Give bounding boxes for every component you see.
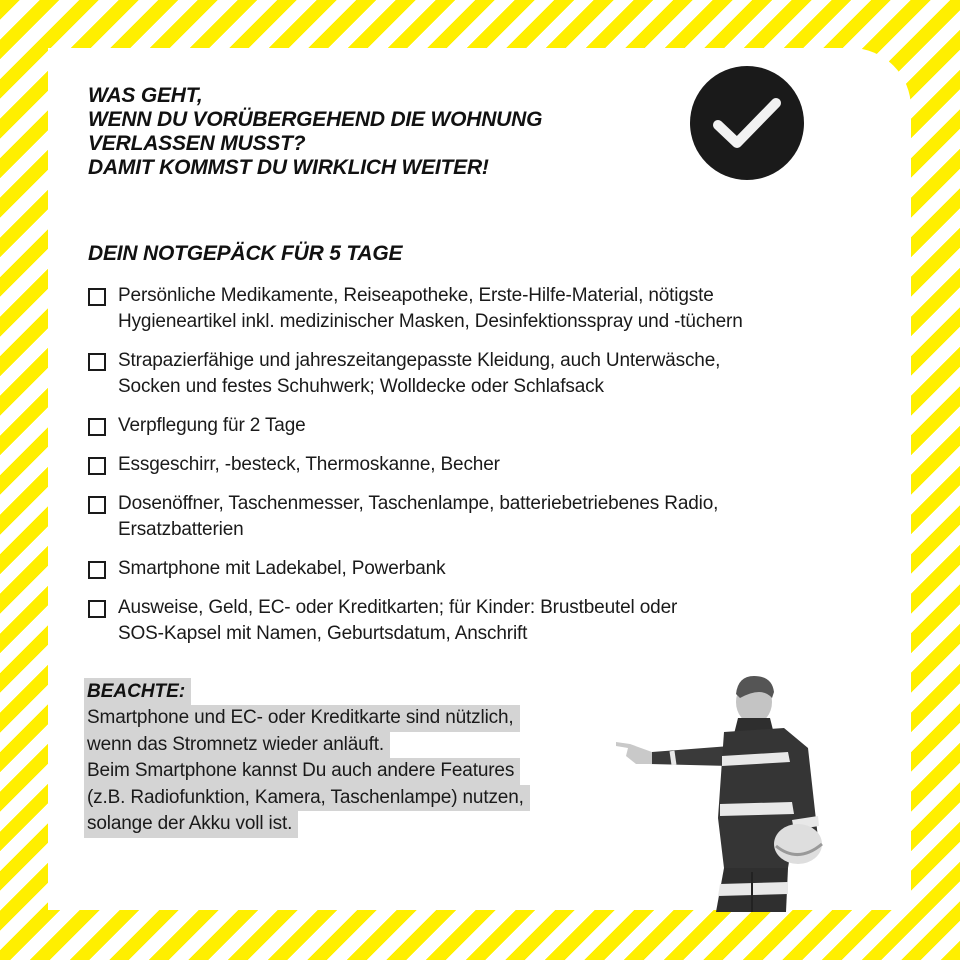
headline-line: VERLASSEN MUSST? bbox=[88, 132, 306, 155]
note-line: wenn das Stromnetz wieder anläuft. bbox=[84, 732, 390, 759]
item-text-line: Ausweise, Geld, EC- oder Kreditkarten; für Kinder: Brustbeutel oder bbox=[118, 597, 678, 618]
item-text-line: Strapazierfähige und jahreszeitangepasste Kleidung, auch Unterwäsche, bbox=[118, 350, 721, 371]
note-line: solange der Akku voll ist. bbox=[84, 811, 298, 838]
note-line: (z.B. Radiofunktion, Kamera, Taschenlampe) nutzen, bbox=[84, 785, 530, 812]
item-text-line: SOS-Kapsel mit Namen, Geburtsdatum, Anschrift bbox=[118, 623, 528, 644]
note-title: BEACHTE: bbox=[84, 678, 191, 705]
checklist-item bbox=[88, 348, 858, 400]
checklist-title: DEIN NOTGEPÄCK FÜR 5 TAGE bbox=[88, 242, 403, 265]
item-text-line: Ersatzbatterien bbox=[118, 519, 244, 540]
item-text-line: Persönliche Medikamente, Reiseapotheke, Erste-Hilfe-Material, nötigste bbox=[118, 285, 714, 306]
checklist-item bbox=[88, 413, 858, 439]
checkbox[interactable] bbox=[88, 418, 106, 436]
checklist-item bbox=[88, 556, 858, 582]
checklist-item bbox=[88, 595, 858, 647]
headline bbox=[88, 84, 542, 180]
checkmark-badge bbox=[690, 66, 804, 180]
headline-line: DAMIT KOMMST DU WIRKLICH WEITER! bbox=[88, 156, 489, 179]
checkbox[interactable] bbox=[88, 496, 106, 514]
checkbox[interactable] bbox=[88, 600, 106, 618]
checklist-item bbox=[88, 283, 858, 335]
checklist-item bbox=[88, 491, 858, 543]
headline-line: WENN DU VORÜBERGEHEND DIE WOHNUNG bbox=[88, 108, 543, 131]
checkbox[interactable] bbox=[88, 353, 106, 371]
note-line: Beim Smartphone kannst Du auch andere Features bbox=[84, 758, 520, 785]
note-box bbox=[84, 678, 604, 838]
checkbox[interactable] bbox=[88, 288, 106, 306]
item-text-line: Verpflegung für 2 Tage bbox=[118, 415, 306, 436]
item-text-line: Essgeschirr, -besteck, Thermoskanne, Becher bbox=[118, 454, 500, 475]
checkbox[interactable] bbox=[88, 561, 106, 579]
checkbox[interactable] bbox=[88, 457, 106, 475]
item-text-line: Smartphone mit Ladekabel, Powerbank bbox=[118, 558, 446, 579]
note-line: Smartphone und EC- oder Kreditkarte sind nützlich, bbox=[84, 705, 520, 732]
headline-line: WAS GEHT, bbox=[88, 84, 203, 107]
checklist-item bbox=[88, 452, 858, 478]
item-text-line: Socken und festes Schuhwerk; Wolldecke oder Schlafsack bbox=[118, 376, 604, 397]
item-text-line: Dosenöffner, Taschenmesser, Taschenlampe, batteriebetriebenes Radio, bbox=[118, 493, 719, 514]
checkmark-icon bbox=[712, 95, 782, 151]
firefighter-pointing-icon bbox=[612, 668, 852, 912]
checklist bbox=[88, 283, 858, 660]
item-text-line: Hygieneartikel inkl. medizinischer Masken, Desinfektionsspray und -tüchern bbox=[118, 311, 743, 332]
